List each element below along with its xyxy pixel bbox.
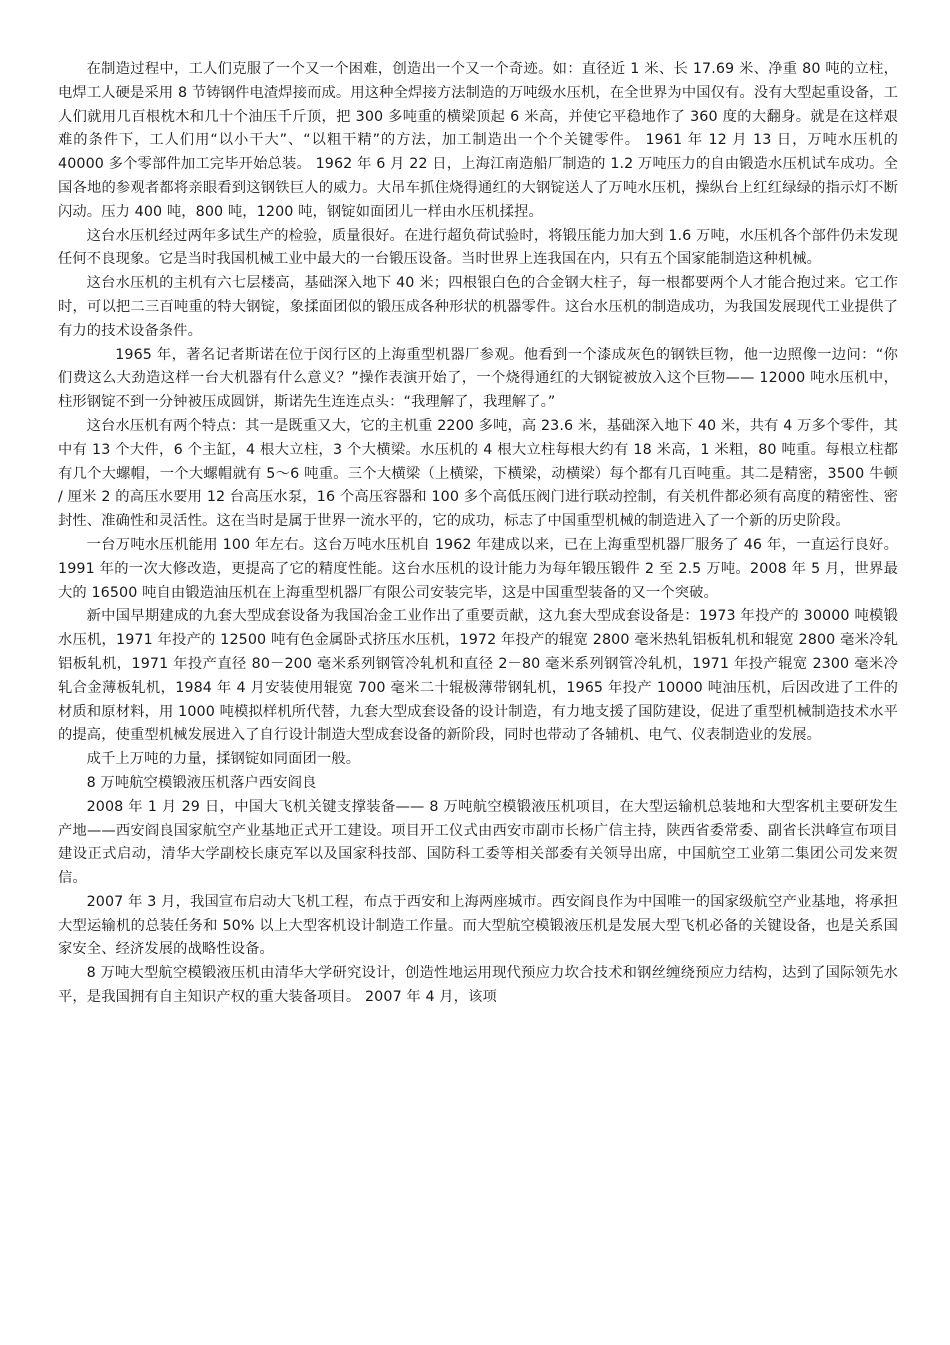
section-heading-xian-press: 8 万吨航空模锻液压机落户西安阎良 xyxy=(86,774,317,791)
paragraph-project-launch: 2008 年 1 月 29 日，中国大飞机关键支撑装备—— 8 万吨航空模锻液压机项目，在大型运输机总装地和大型客机主要研发生产地——西安阎良国家航空产业基地正式开工建设。项目开工仪式由西安市副市长杨广信主持，陕西省委常委、副省长洪峰宣布项目建设正式启动，清华大学副校长康克军以及国家科技部、国防科工委等相关部委有关领导出席，中国航空工业第二集团公司发来贺信。 xyxy=(58,798,898,887)
paragraph-snow-visit: 1965 年，著名记者斯诺在位于闵行区的上海重型机器厂参观。他看到一个漆成灰色的钢铁巨物，他一边照像一边问：“你们费这么大劲造这样一台大机器有什么意义？”操作表演开始了，一个烧得通红的大钢锭被放入这个巨物—— 12000 吨水压机中，柱形钢锭不到一分钟被压成圆饼，斯诺先生连连点头：“我理解了，我理解了。” xyxy=(58,346,898,411)
paragraph-summary-line: 成千上万吨的力量，揉钢锭如同面团一般。 xyxy=(86,751,361,768)
paragraph-big-aircraft: 2007 年 3 月，我国宣布启动大飞机工程，布点于西安和上海两座城市。西安阎良作为中国唯一的国家级航空产业基地，将承担大型运输机的总装任务和 50% 以上大型客机设计制造工作量。而大型航空模锻液压机是发展大型飞机必备的关键设备，也是关系国家安全、经济发展的战略性设备。 xyxy=(58,893,898,958)
paragraph-nine-sets: 新中国早期建成的九套大型成套设备为我国冶金工业作出了重要贡献，这九套大型成套设备是：1973 年投产的 30000 吨模锻水压机，1971 年投产的 12500 吨有色金属卧式挤压水压机，1972 年投产的辊宽 2800 毫米热轧铝板轧机和辊宽 2800 毫米冷轧铝板轧机，1971 年投产直径 80－200 毫米系列钢管冷轧机和直径 2－80 毫米系列钢管冷轧机，1971 年投产辊宽 2300 毫米冷轧合金薄板轧机，1984 年 4 月安装使用辊宽 700 毫米二十辊极薄带钢轧机，1965 年投产 10000 吨油压机，后因改进了工件的材质和原材料，用 1000 吨模拟样机所代替，九套大型成套设备的设计制造，有力地支援了国防建设，促进了重型机械制造技术水平的提高，使重型机械发展进入了自行设计制造大型成套设备的新阶段，同时也带动了各辅机、电气、仪表制造业的发展。 xyxy=(58,608,898,744)
paragraph-overload-test: 这台水压机经过两年多试生产的检验，质量很好。在进行超负荷试验时，将锻压能力加大到 1.6 万吨，水压机各个部件仍未发现任何不良现象。它是当时我国机械工业中最大的一台锻压设备。当时世界上连我国在内，只有五个国家能制造这种机械。 xyxy=(58,227,898,268)
paragraph-tsinghua-design: 8 万吨大型航空模锻液压机由清华大学研究设计，创造性地运用现代预应力坎合技术和钢丝缠绕预应力结构，达到了国际领先水平，是我国拥有自主知识产权的重大装备项目。 2007 年 4 月，该项 xyxy=(58,965,898,1006)
paragraph-press-construction: 在制造过程中，工人们克服了一个又一个困难，创造出一个又一个奇迹。如：直径近 1 米、长 17.69 米、净重 80 吨的立柱，电焊工人硬是采用 8 节铸钢件电渣焊接而成。用这种全焊接方法制造的万吨级水压机，在全世界为中国仅有。没有大型起重设备，工人们就用几百根枕木和几十个油压千斤顶，把 300 多吨重的横梁顶起 6 米高，并使它平稳地作了 360 度的大翻身。就是在这样艰难的条件下，工人们用“以小干大”、“以粗干精”的方法，加工制造出一个个关键零件。 1961 年 12 月 13 日，万吨水压机的 40000 多个零部件加工完毕开始总装。 1962 年 6 月 22 日，上海江南造船厂制造的 1.2 万吨压力的自由锻造水压机试车成功。全国各地的参观者都将亲眼看到这钢铁巨人的威力。大吊车抓住烧得通红的大钢锭送人了万吨水压机，操纵台上红红绿绿的指示灯不断闪动。压力 400 吨，800 吨，1200 吨，钢锭如面团儿一样由水压机揉捏。 xyxy=(58,61,898,220)
paragraph-service-life: 一台万吨水压机能用 100 年左右。这台万吨水压机自 1962 年建成以来，已在上海重型机器厂服务了 46 年，一直运行良好。 1991 年的一次大修改造，更提高了它的精度性能。这台水压机的设计能力为每年锻压锻件 2 至 2.5 万吨。2008 年 5 月，世界最大的 16500 吨自由锻造油压机在上海重型机器厂有限公司安装完毕，这是中国重型装备的又一个突破。 xyxy=(58,536,898,601)
paragraph-main-machine: 这台水压机的主机有六七层楼高，基础深入地下 40 米；四根银白色的合金钢大柱子，每一根都要两个人才能合抱过来。它工作时，可以把二三百吨重的特大钢锭，象揉面团似的锻压成各种形状的机器零件。这台水压机的制造成功，为我国发展现代工业提供了有力的技术设备条件。 xyxy=(58,275,898,339)
paragraph-two-features: 这台水压机有两个特点：其一是既重又大，它的主机重 2200 多吨，高 23.6 米，基础深入地下 40 米，共有 4 万多个零件，其中有 13 个大件，6 个主缸，4 根大立柱，3 个大横梁。水压机的 4 根大立柱每根大约有 18 米高，1 米粗，80 吨重。每根立柱都有几个大螺帽，一个大螺帽就有 5～6 吨重。三个大横梁（上横梁，下横梁，动横梁）每个都有几百吨重。其二是精密，3500 牛顿 / 厘米 2 的高压水要用 12 台高压水泵，16 个高压容器和 100 多个高低压阀门进行联动控制，有关机件都必须有高度的精密性、密封性、准确性和灵活性。这在当时是属于世界一流水平的，它的成功，标志了中国重型机械的制造进入了一个新的历史阶段。 xyxy=(58,417,898,530)
